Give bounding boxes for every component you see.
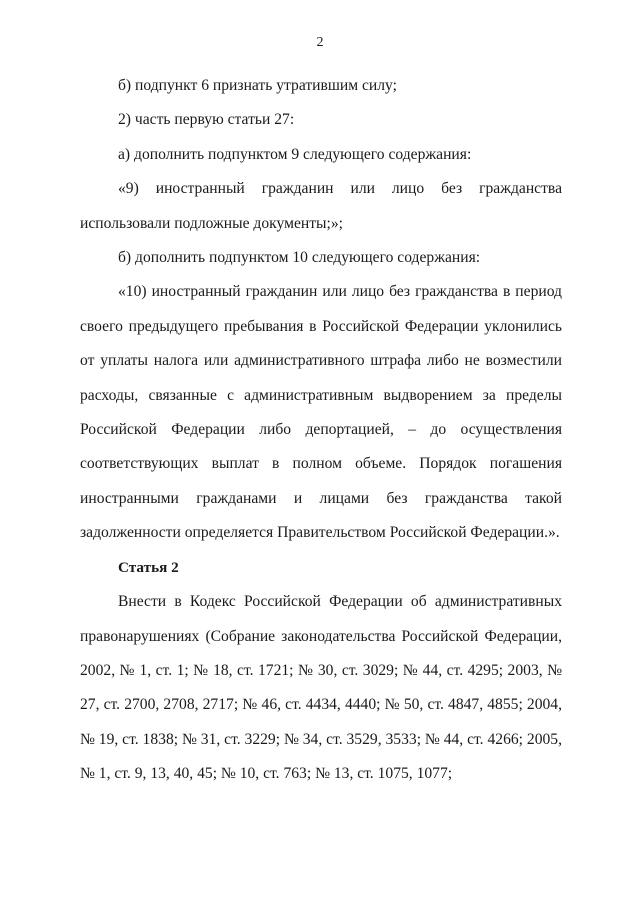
paragraph-add-subitem-10: б) дополнить подпунктом 10 следующего содержания: [118, 249, 481, 267]
paragraph-add-subitem-9: а) дополнить подпунктом 9 следующего содержания: [118, 145, 472, 163]
document-body [80, 69, 562, 792]
article-2-heading: Статья 2 [118, 558, 179, 576]
paragraph-part-one-article-27: 2) часть первую статьи 27: [118, 111, 295, 129]
paragraph-subitem-10-text: «10) иностранный гражданин или лицо без гражданства в период своего предыдущего пребывания в Российской Федерации уклонились от уплаты налога или административного штрафа либо не возместили расходы, связанные с административным выдворением за пределы Российской Федерации либо депортацией, – до осуществления соответствующих выплат в полном объеме. Порядок погашения иностранными гражданами и лицами без гражданства такой задолженности определяется Правительством Российской Федерации.». [80, 283, 562, 542]
paragraph-subitem-9-text: «9) иностранный гражданин или лицо без гражданства использовали подложные документы;»; [80, 180, 562, 232]
page-number: 2 [316, 35, 324, 50]
paragraph-article-2-text: Внести в Кодекс Российской Федерации об административных правонарушениях (Собрание законодательства Российской Федерации, 2002, № 1, ст. 1; № 18, ст. 1721; № 30, ст. 3029; № 44, ст. 4295; 2003, № 27, ст. 2700, 2708, 2717; № 46, ст. 4434, 4440; № 50, ст. 4847, 4855; 2004, № 19, ст. 1838; № 31, ст. 3229; № 34, ст. 3529, 3533; № 44, ст. 4266; 2005, № 1, ст. 9, 13, 40, 45; № 10, ст. 763; № 13, ст. 1075, 1077; [80, 593, 562, 783]
paragraph-subitem-b-6: б) подпункт 6 признать утратившим силу; [118, 77, 397, 94]
